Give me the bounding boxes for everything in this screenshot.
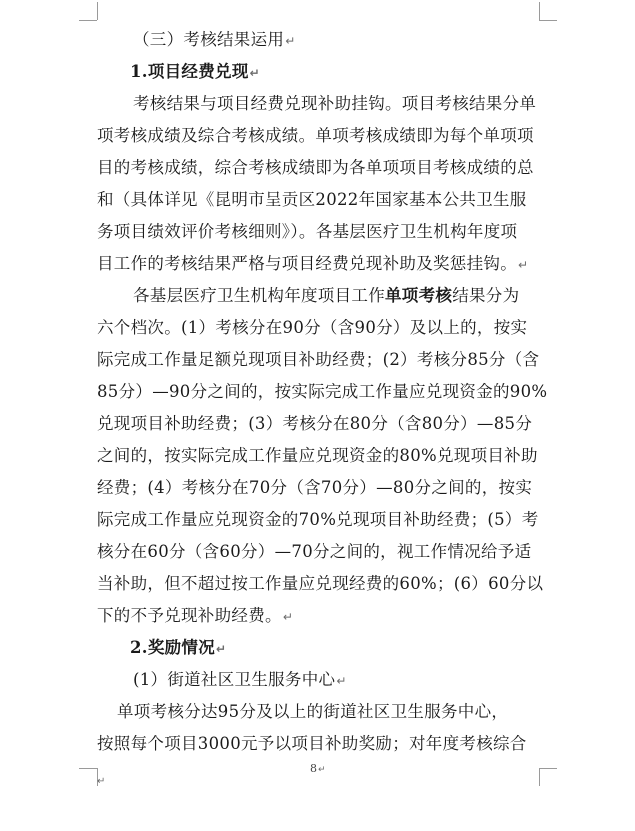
paragraph-1-line-3: 目的考核成绩，综合考核成绩即为各单项项目考核成绩的总 [97,158,534,177]
paragraph-2-line-1: 各基层医疗卫生机构年度项目工作单项考核结果分为 [133,286,520,305]
paragraph-3-line-1: 单项考核分达95分及以上的街道社区卫生服务中心， [117,702,509,721]
subheading-community-health-center: (1）街道社区卫生服务中心↵ [133,670,347,689]
footer-paragraph-mark: ↵ [97,776,106,787]
bold-text: 单项考核 [385,286,453,305]
paragraph-1-line-2: 项考核成绩及综合考核成绩。单项考核成绩即为每个单项项 [97,126,534,145]
paragraph-1-line-5: 务项目绩效评价考核细则》）。各基层医疗卫生机构年度项 [97,222,518,241]
paragraph-2-line-2: 六个档次。(1）考核分在90分（含90分）及以上的，按实 [97,318,528,337]
heading-project-funding: 1.项目经费兑现↵ [130,62,260,81]
paragraph-2-line-7: 经费；(4）考核分在70分（含70分）—80分之间的，按实 [97,478,533,497]
section-title: （三）考核结果运用↵ [133,30,296,49]
paragraph-2-line-9: 核分在60分（含60分）—70分之间的，视工作情况给予适 [97,542,532,561]
paragraph-2-line-5: 兑现项目补助经费；(3）考核分在80分（含80分）—85分 [97,414,533,433]
paragraph-2-line-8: 际完成工作量应兑现资金的70%兑现项目补助经费；(5）考 [97,510,539,529]
paragraph-2-line-11: 下的不予兑现补助经费。↵ [97,606,294,625]
paragraph-2-line-3: 际完成工作量足额兑现项目补助经费；(2）考核分85分（含 [97,350,540,369]
paragraph-1-line-6: 目工作的考核结果严格与项目经费兑现补助及奖惩挂钩。↵ [97,254,529,273]
page-number: 8↵ [310,762,326,775]
paragraph-3-line-2: 按照每个项目3000元予以项目补助奖励；对年度考核综合 [97,734,527,753]
paragraph-2-line-10: 当补助，但不超过按工作量应兑现经费的60%；(6）60分以 [97,574,544,593]
document-body[interactable] [97,24,548,760]
paragraph-2-line-6: 之间的，按实际完成工作量应兑现资金的80%兑现项目补助 [97,446,538,465]
heading-rewards: 2.奖励情况↵ [130,638,227,657]
paragraph-2-line-4: 85分）—90分之间的，按实际完成工作量应兑现资金的90% [97,382,548,401]
paragraph-1-line-1: 考核结果与项目经费兑现补助挂钩。项目考核结果分单 [133,94,537,113]
paragraph-1-line-4: 和（具体详见《昆明市呈贡区2022年国家基本公共卫生服 [97,190,527,209]
